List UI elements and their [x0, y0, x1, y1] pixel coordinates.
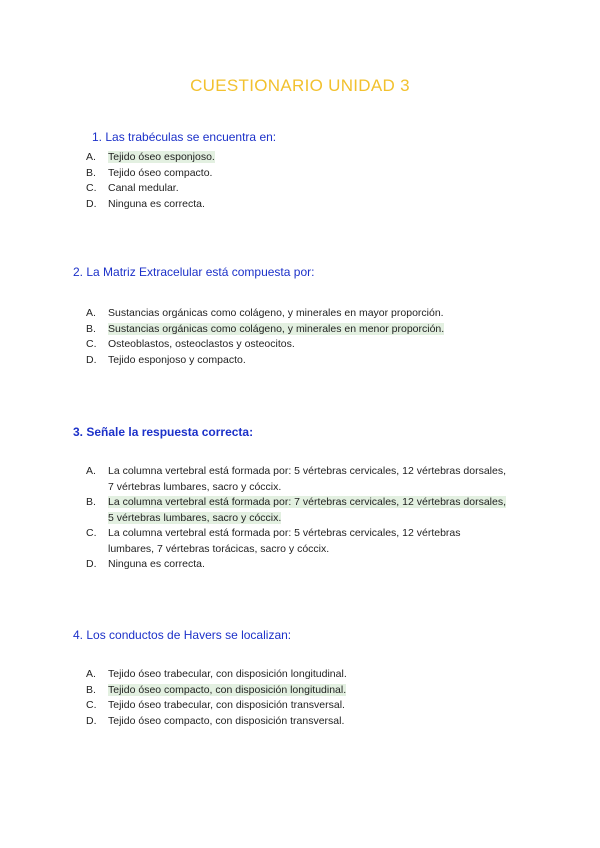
- option-text: Tejido óseo trabecular, con disposición longitudinal.: [108, 668, 347, 680]
- option-letter: D.: [86, 353, 97, 366]
- question-3-heading: 3. Señale la respuesta correcta:: [73, 425, 254, 439]
- question-2-option-c: [86, 337, 546, 353]
- option-text: Sustancias orgánicas como colágeno, y minerales en menor proporción.: [108, 322, 445, 335]
- option-letter: C.: [86, 182, 97, 194]
- question-2-heading: 2. La Matriz Extracelular está compuesta por:: [73, 265, 315, 279]
- option-text: Tejido esponjoso y compacto.: [108, 353, 246, 366]
- question-2-option-b: [86, 322, 546, 338]
- question-2-option-d: [86, 353, 546, 369]
- option-text: Ninguna es correcta.: [108, 197, 205, 210]
- question-4-option-b: [86, 683, 546, 699]
- option-text-line-1: La columna vertebral está formada por: 5 vértebras cervicales, 12 vértebras dorsales,: [108, 465, 507, 477]
- option-letter: A.: [86, 151, 96, 163]
- question-2-option-a: [86, 306, 546, 322]
- question-1-option-a: [86, 150, 546, 166]
- option-letter: A.: [86, 465, 96, 477]
- option-text-line-2: 7 vértebras lumbares, sacro y cóccix.: [108, 480, 282, 493]
- option-letter: C.: [86, 338, 97, 350]
- option-text-line-2: lumbares, 7 vértebras torácicas, sacro y cóccix.: [108, 542, 330, 555]
- option-letter: D.: [86, 197, 97, 210]
- option-text: Canal medular.: [108, 182, 179, 194]
- option-text: Ninguna es correcta.: [108, 558, 205, 570]
- option-text-line-2: 5 vértebras lumbares, sacro y cóccix.: [108, 511, 282, 524]
- option-letter: C.: [86, 527, 97, 539]
- option-text: Sustancias orgánicas como colágeno, y minerales en mayor proporción.: [108, 307, 444, 319]
- option-letter: B.: [86, 166, 96, 179]
- question-2-options: [86, 306, 546, 368]
- option-text: Tejido óseo compacto.: [108, 166, 213, 179]
- option-letter: D.: [86, 558, 97, 570]
- question-4-heading: 4. Los conductos de Havers se localizan:: [73, 628, 292, 642]
- question-4-option-c: [86, 698, 546, 714]
- question-4-option-a: [86, 667, 546, 683]
- question-1-heading: 1. Las trabéculas se encuentra en:: [92, 130, 277, 144]
- option-text: Tejido óseo esponjoso.: [108, 151, 215, 163]
- option-text-line-1: La columna vertebral está formada por: 7 vértebras cervicales, 12 vértebras dorsales,: [108, 496, 507, 508]
- question-4-options: [86, 667, 546, 729]
- question-4-option-d: [86, 714, 546, 730]
- option-letter: B.: [86, 322, 96, 335]
- option-letter: A.: [86, 668, 96, 680]
- option-letter: D.: [86, 714, 97, 727]
- option-text: Tejido óseo compacto, con disposición longitudinal.: [108, 683, 347, 696]
- question-3-option-d: [86, 557, 546, 573]
- question-1-option-c: [86, 181, 546, 197]
- option-letter: B.: [86, 496, 96, 508]
- question-3-option-b: [86, 495, 546, 526]
- option-text: Tejido óseo compacto, con disposición transversal.: [108, 714, 345, 727]
- question-3-option-c: [86, 526, 546, 557]
- question-3-options: [86, 464, 546, 573]
- option-letter: A.: [86, 307, 96, 319]
- question-1-option-b: [86, 166, 546, 182]
- option-letter: C.: [86, 699, 97, 711]
- option-text: Tejido óseo trabecular, con disposición transversal.: [108, 699, 345, 711]
- page-title: CUESTIONARIO UNIDAD 3: [190, 76, 410, 95]
- option-letter: B.: [86, 683, 96, 696]
- question-3-option-a: [86, 464, 546, 495]
- question-1-options: [86, 150, 546, 212]
- question-1-option-d: [86, 197, 546, 213]
- option-text: Osteoblastos, osteoclastos y osteocitos.: [108, 338, 295, 350]
- option-text-line-1: La columna vertebral está formada por: 5 vértebras cervicales, 12 vértebras: [108, 527, 461, 539]
